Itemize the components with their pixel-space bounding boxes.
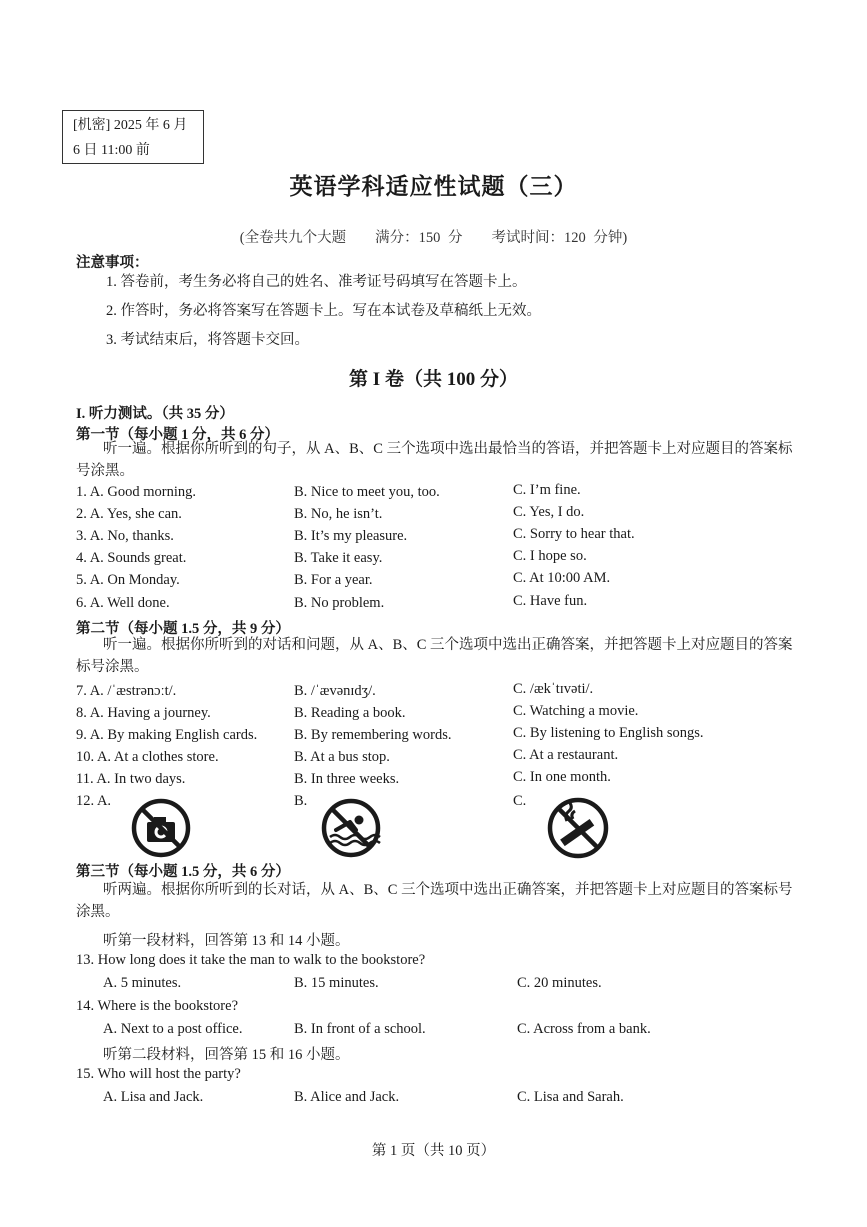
q15-option-b: B. Alice and Jack. xyxy=(294,1089,400,1105)
exam-title: 英语学科适应性试题（三） xyxy=(289,174,578,199)
q14-stem: 14. Where is the bookstore? xyxy=(76,998,239,1014)
exam-subtitle: (全卷共九个大题 满分：150 分 考试时间：120 分钟) xyxy=(239,230,628,246)
q6-option-c: C. Have fun. xyxy=(513,593,588,609)
q15-option-c: C. Lisa and Sarah. xyxy=(517,1089,624,1105)
material-2-note: 听第二段材料，回答第 15 和 16 小题。 xyxy=(103,1047,350,1063)
q11-option-a: 11. A. In two days. xyxy=(76,771,186,787)
q4-option-c: C. I hope so. xyxy=(513,548,587,564)
q7-option-a: 7. A. /ˈæstrənɔːt/. xyxy=(76,683,177,699)
q3-option-b: B. It’s my pleasure. xyxy=(294,528,408,544)
q6-option-b: B. No problem. xyxy=(294,595,385,611)
section-heading: I. 听力测试。（共 35 分） xyxy=(76,406,234,422)
no-photography-icon xyxy=(130,797,192,859)
q1-option-a: 1. A. Good morning. xyxy=(76,484,197,500)
sub3-instruction: 听两遍。根据你所听到的长对话，从 A、B、C 三个选项中选出正确答案，并把答题卡上对应题目的答案标号涂黑。 xyxy=(76,882,793,920)
q15-stem: 15. Who will host the party? xyxy=(76,1066,241,1082)
q8-option-b: B. Reading a book. xyxy=(294,705,406,721)
notice-item-2: 2. 作答时，务必将答案写在答题卡上。写在本试卷及草稿纸上无效。 xyxy=(106,303,541,319)
sub3-heading: 第三节（每小题 1.5 分，共 6 分） xyxy=(76,864,290,880)
confidential-line-2: 6 日 11:00 前 xyxy=(73,143,150,158)
q9-option-c: C. By listening to English songs. xyxy=(513,725,704,741)
q13-option-a: A. 5 minutes. xyxy=(103,975,182,991)
material-1-note: 听第一段材料，回答第 13 和 14 小题。 xyxy=(103,933,350,949)
q14-option-a: A. Next to a post office. xyxy=(103,1021,243,1037)
q2-option-b: B. No, he isn’t. xyxy=(294,506,383,522)
q2-option-a: 2. A. Yes, she can. xyxy=(76,506,182,522)
q8-option-c: C. Watching a movie. xyxy=(513,703,639,719)
q11-option-b: B. In three weeks. xyxy=(294,771,400,787)
q9-option-a: 9. A. By making English cards. xyxy=(76,727,258,743)
q8-option-a: 8. A. Having a journey. xyxy=(76,705,211,721)
q14-option-b: B. In front of a school. xyxy=(294,1021,426,1037)
part-title: 第 I 卷（共 100 分） xyxy=(349,369,518,390)
q5-option-a: 5. A. On Monday. xyxy=(76,572,180,588)
sub2-instruction: 听一遍。根据你所听到的对话和问题，从 A、B、C 三个选项中选出正确答案，并把答题卡上对应题目的答案标号涂黑。 xyxy=(76,637,793,675)
q6-option-a: 6. A. Well done. xyxy=(76,595,170,611)
q7-option-b: B. /ˈævənɪdʒ/. xyxy=(294,683,376,699)
notice-item-1: 1. 答卷前，考生务必将自己的姓名、准考证号码填写在答题卡上。 xyxy=(106,274,527,290)
notice-heading: 注意事项： xyxy=(76,255,149,271)
q15-option-a: A. Lisa and Jack. xyxy=(103,1089,204,1105)
q3-option-c: C. Sorry to hear that. xyxy=(513,526,635,542)
confidential-box xyxy=(62,110,204,164)
q10-option-b: B. At a bus stop. xyxy=(294,749,390,765)
page-number: 第 1 页（共 10 页） xyxy=(371,1143,496,1159)
q12-option-a: 12. A. xyxy=(76,793,112,809)
q11-option-c: C. In one month. xyxy=(513,769,611,785)
q1-option-c: C. I’m fine. xyxy=(513,482,581,498)
q13-option-b: B. 15 minutes. xyxy=(294,975,379,991)
q4-option-b: B. Take it easy. xyxy=(294,550,383,566)
confidential-line-1: [机密] 2025 年 6 月 xyxy=(73,118,188,133)
q9-option-b: B. By remembering words. xyxy=(294,727,452,743)
q10-option-a: 10. A. At a clothes store. xyxy=(76,749,219,765)
sub2-heading: 第二节（每小题 1.5 分，共 9 分） xyxy=(76,621,290,637)
no-swimming-icon xyxy=(320,797,382,859)
q3-option-a: 3. A. No, thanks. xyxy=(76,528,174,544)
notice-item-3: 3. 考试结束后，将答题卡交回。 xyxy=(106,332,309,348)
q12-option-b: B. xyxy=(294,793,308,809)
no-smoking-icon xyxy=(545,795,611,861)
q13-stem: 13. How long does it take the man to walk to the bookstore? xyxy=(76,952,426,968)
q7-option-c: C. /ækˈtɪvəti/. xyxy=(513,681,594,697)
q4-option-a: 4. A. Sounds great. xyxy=(76,550,187,566)
q10-option-c: C. At a restaurant. xyxy=(513,747,619,763)
q2-option-c: C. Yes, I do. xyxy=(513,504,585,520)
q12-option-c: C. xyxy=(513,793,527,809)
q1-option-b: B. Nice to meet you, too. xyxy=(294,484,440,500)
q13-option-c: C. 20 minutes. xyxy=(517,975,602,991)
q5-option-c: C. At 10:00 AM. xyxy=(513,570,611,586)
sub1-heading: 第一节（每小题 1 分，共 6 分） xyxy=(76,427,279,443)
q5-option-b: B. For a year. xyxy=(294,572,373,588)
q14-option-c: C. Across from a bank. xyxy=(517,1021,651,1037)
sub1-instruction: 听一遍。根据你所听到的句子，从 A、B、C 三个选项中选出最恰当的答语，并把答题卡上对应题目的答案标号涂黑。 xyxy=(76,441,793,479)
